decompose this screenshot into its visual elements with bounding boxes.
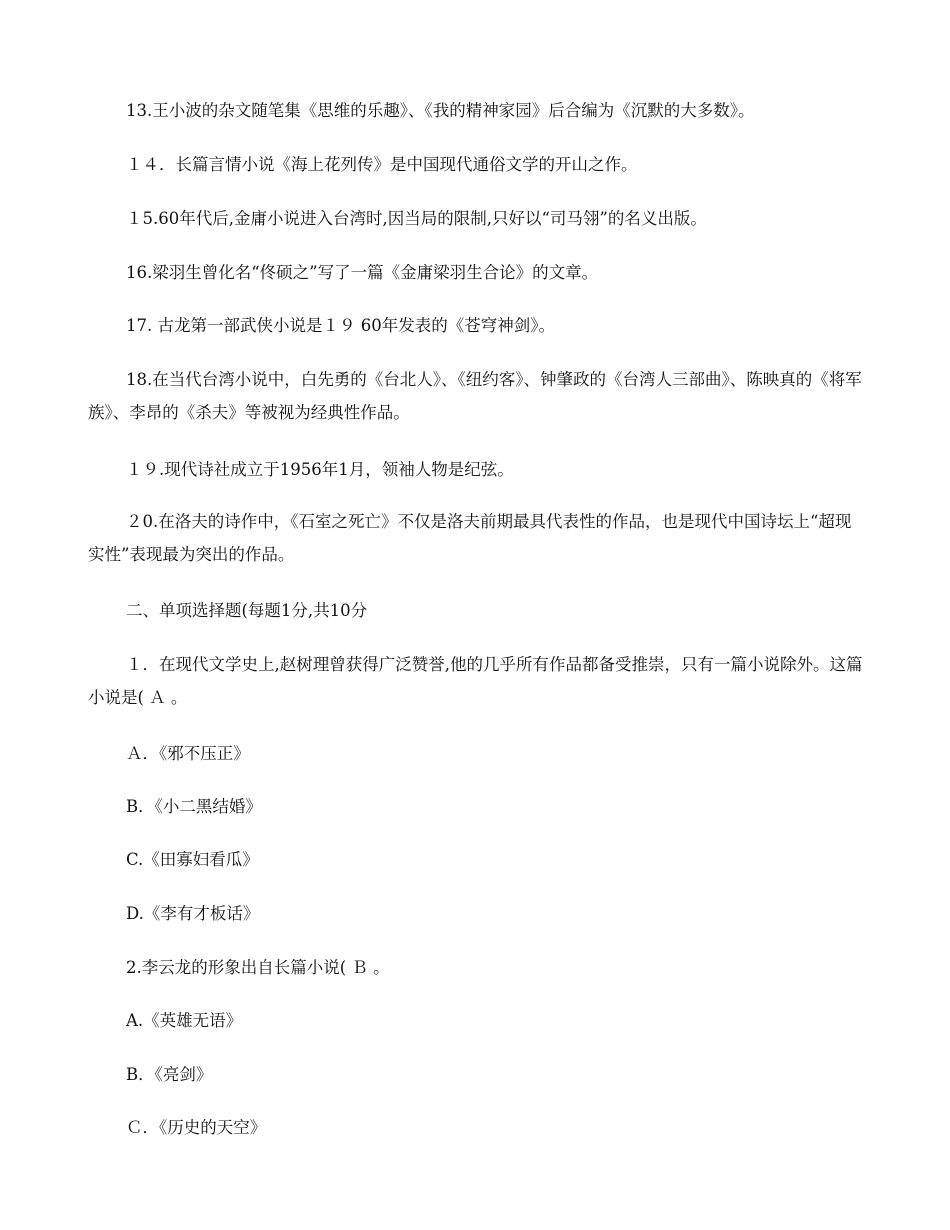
option-1c: C.《田寡妇看瓜》 [126,850,259,869]
option-1d: D.《李有才板话》 [126,904,260,923]
paragraph-item-16: 16.梁羽生曾化名“佟硕之”写了一篇《金庸梁羽生合论》的文章。 [126,263,599,282]
option-2b: B．《亮剑》 [126,1065,213,1084]
option-2c: Ｃ．《历史的天空》 [126,1118,267,1137]
paragraph-item-15: １5.60年代后,金庸小说进入台湾时,因当局的限制,只好以“司马翎”的名义出版。 [126,209,707,228]
paragraph-item-18: 18.在当代台湾小说中，白先勇的《台北人》、《纽约客》、钟肇政的《台湾人三部曲》、陈映真的《将军族》、李昂的《杀夫》等被视为经典性作品。 [88,370,862,422]
section-heading: 二、单项选择题(每题1分,共10分 [126,601,368,620]
paragraph-item-20: ２0.在洛夫的诗作中，《石室之死亡》不仅是洛夫前期最具代表性的作品，也是现代中国诗坛上“超现实性”表现最为突出的作品。 [88,512,852,564]
option-1a: Ａ．《邪不压正》 [126,744,250,763]
question-2: 2.李云龙的形象出自长篇小说( Ｂ 。 [126,958,390,977]
paragraph-item-13: 13.王小波的杂文随笔集《思维的乐趣》、《我的精神家园》后合编为《沉默的大多数》。 [126,101,755,120]
paragraph-item-14: １４．长篇言情小说《海上花列传》是中国现代通俗文学的开山之作。 [126,155,638,174]
paragraph-item-17: 17. 古龙第一部武侠小说是１９ 60年发表的《苍穹神剑》。 [126,316,555,335]
option-1b: B．《小二黑结婚》 [126,797,262,816]
question-1: １．在现代文学史上,赵树理曾获得广泛赞誉,他的几乎所有作品都备受推崇，只有一篇小说除外。这篇小说是( Ａ 。 [88,655,863,707]
option-2a: A.《英雄无语》 [126,1011,243,1030]
paragraph-item-19: １９.现代诗社成立于1956年1月，领袖人物是纪弦。 [126,460,514,479]
